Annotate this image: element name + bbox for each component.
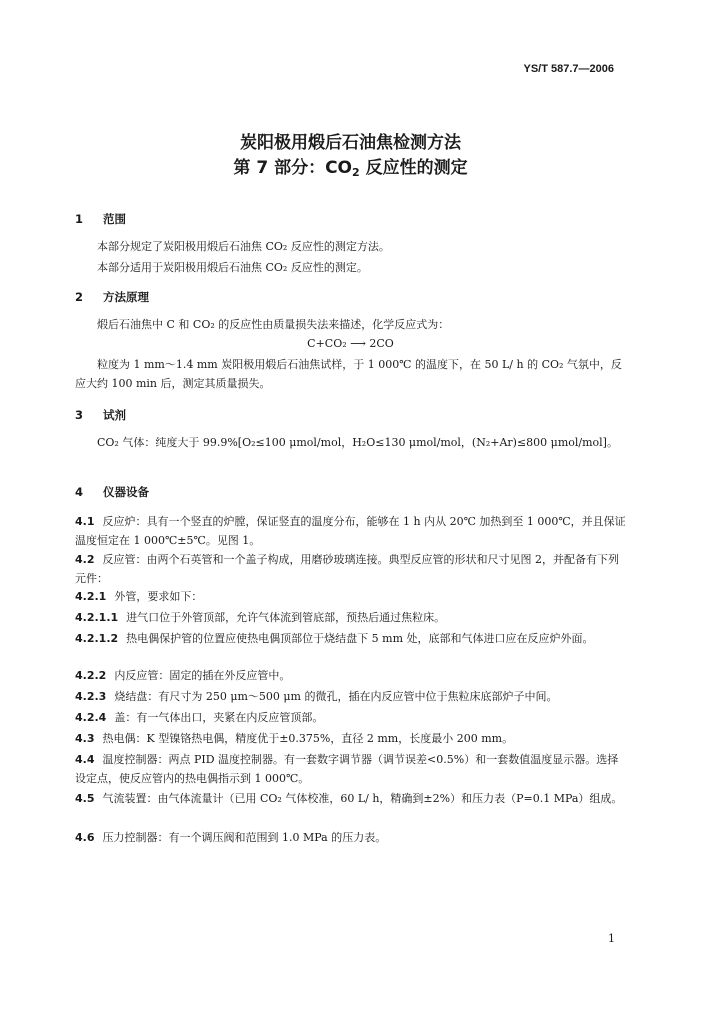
clause-4-2-1-2: 4.2.1.2 热电偶保护管的位置应使热电偶顶部位于烧结盘下 5 mm 处，底部和气体进口应在反应炉外面。 xyxy=(75,632,594,645)
clause-4-3: 4.3 热电偶：K 型镍铬热电偶，精度优于±0.375%，直径 2 mm，长度最小 200 mm。 xyxy=(75,732,514,745)
paragraph: 煅后石油焦中 C 和 CO₂ 的反应性由质量损失法来描述，化学反应式为： xyxy=(97,318,450,331)
document-subtitle: 第 7 部分：$CO_2$ 反应性的测定 xyxy=(233,158,468,179)
paragraph: 粒度为 1 mm～1.4 mm 炭阳极用煅后石油焦试样，于 1 000℃ 的温度下，在 50 L/ h 的 CO₂ 气氛中，反应大约 100 min 后，测定其质量损失。 xyxy=(75,358,622,390)
paragraph: 本部分适用于炭阳极用煅后石油焦 CO₂ 反应性的测定。 xyxy=(97,261,368,274)
clause-4-2-3: 4.2.3 烧结盘：有尺寸为 250 μm～500 μm 的微孔，插在内反应管中位于焦粒床底部炉子中间。 xyxy=(75,690,558,703)
clause-4-2-1: 4.2.1 外管，要求如下： xyxy=(75,590,203,603)
document-title: 炭阳极用煅后石油焦检测方法 xyxy=(240,133,461,153)
section-heading-apparatus: 4 仪器设备 xyxy=(75,485,149,499)
chemical-equation: C+CO₂ ⟶ 2CO xyxy=(307,337,394,350)
clause-4-5: 4.5 气流装置：由气体流量计（已用 CO₂ 气体校准，60 L/ h，精确到±2%）和压力表（P=0.1 MPa）组成。 xyxy=(75,792,623,805)
paragraph: 本部分规定了炭阳极用煅后石油焦 CO₂ 反应性的测定方法。 xyxy=(97,240,390,253)
standard-number: YS/T 587.7—2006 xyxy=(523,63,614,75)
clause-4-2-1-1: 4.2.1.1 进气口位于外管顶部，允许气体流到管底部，预热后通过焦粒床。 xyxy=(75,611,446,624)
clause-4-6: 4.6 压力控制器：有一个调压阀和范围到 1.0 MPa 的压力表。 xyxy=(75,831,387,844)
section-heading-principle: 2 方法原理 xyxy=(75,290,149,304)
clause-4-2-4: 4.2.4 盖：有一气体出口，夹紧在内反应管顶部。 xyxy=(75,711,324,724)
clause-4-1: 4.1 反应炉：具有一个竖直的炉膛，保证竖直的温度分布，能够在 1 h 内从 20℃ 加热到至 1 000℃，并且保证温度恒定在 1 000℃±5℃。见图 1。 xyxy=(75,515,626,547)
clause-4-2: 4.2 反应管：由两个石英管和一个盖子构成，用磨砂玻璃连接。典型反应管的形状和尺寸见图 2，并配备有下列元件： xyxy=(75,553,619,585)
clause-4-4: 4.4 温度控制器：两点 PID 温度控制器。有一套数字调节器（调节误差<0.5%）和一套数值温度显示器。选择设定点，使反应管内的热电偶指示到 1 000℃。 xyxy=(75,753,619,785)
paragraph: CO₂ 气体：纯度大于 99.9%[O₂≤100 μmol/mol，H₂O≤130 μmol/mol，(N₂+Ar)≤800 μmol/mol]。 xyxy=(97,436,618,449)
section-heading-reagents: 3 试剂 xyxy=(75,408,126,422)
section-heading-scope: 1 范围 xyxy=(75,212,126,226)
clause-4-2-2: 4.2.2 内反应管：固定的插在外反应管中。 xyxy=(75,669,291,682)
page-number: 1 xyxy=(608,932,615,945)
